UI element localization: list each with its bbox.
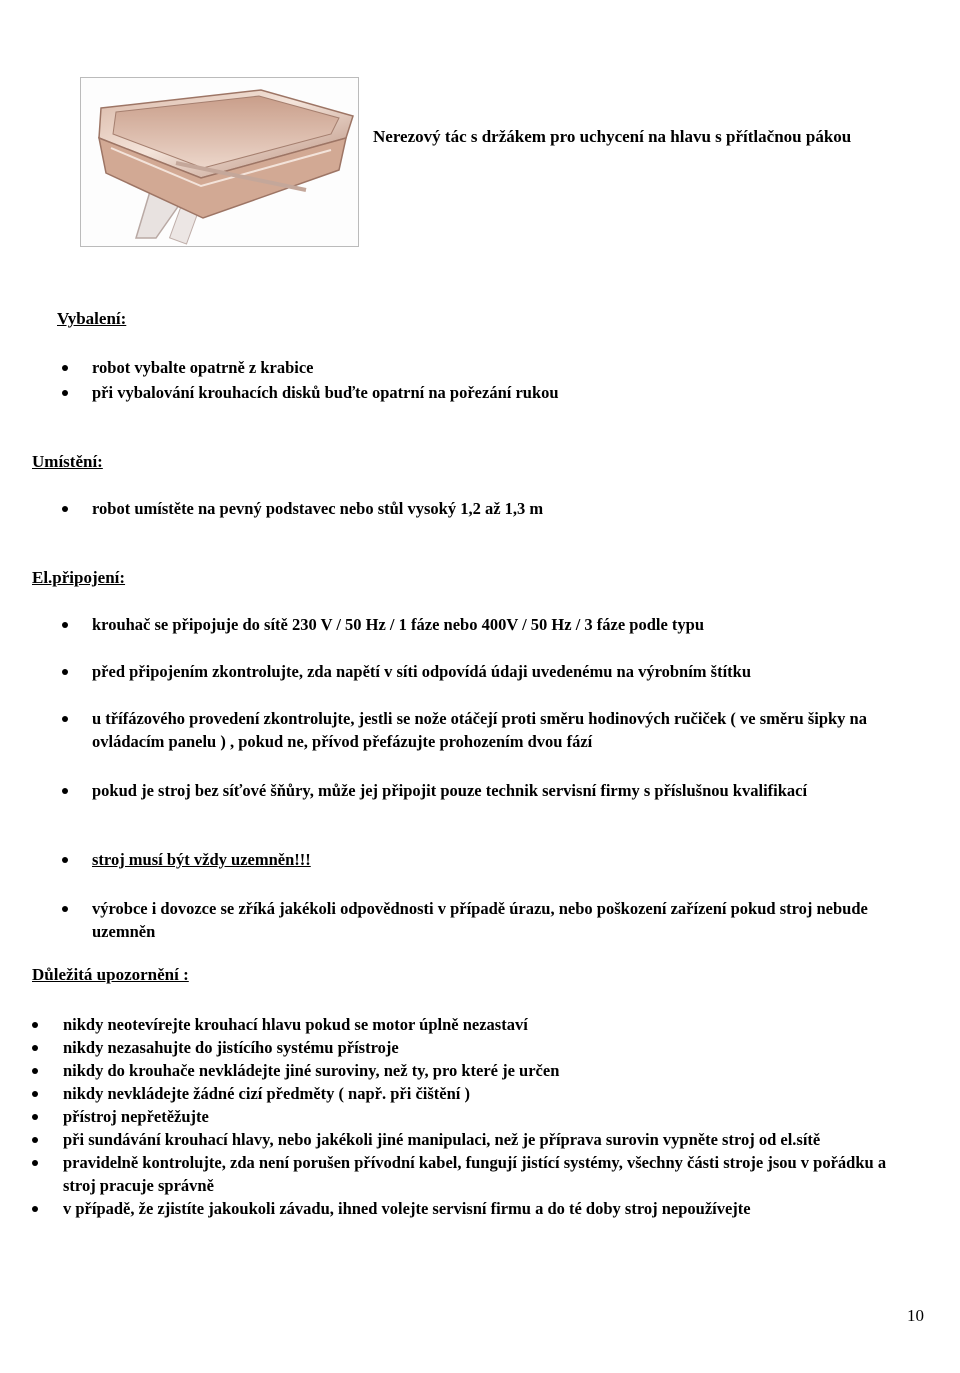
list-item-text: přístroj nepřetěžujte <box>63 1107 209 1126</box>
list-item-text: při vybalování krouhacích disků buďte opatrní na pořezání rukou <box>92 383 559 402</box>
list-item-text: nikdy nezasahujte do jistícího systému přístroje <box>63 1038 399 1057</box>
list-item <box>62 848 922 871</box>
bullet-icon <box>62 365 68 371</box>
bullet-icon <box>62 716 68 722</box>
list-item <box>32 1197 922 1220</box>
bullet-icon <box>32 1206 38 1212</box>
heading-pripojeni: El.připojení: <box>32 568 126 587</box>
list-item-text: robot umístěte na pevný podstavec nebo stůl vysoký 1,2 až 1,3 m <box>92 499 544 518</box>
bullet-icon <box>62 622 68 628</box>
list-item <box>32 1059 922 1082</box>
list-item-text: nikdy neotevírejte krouhací hlavu pokud se motor úplně nezastaví <box>63 1015 528 1034</box>
bullet-icon <box>32 1114 38 1120</box>
list-item-text: nikdy do krouhače nevkládejte jiné suroviny, než ty, pro které je určen <box>63 1061 560 1080</box>
bullet-icon <box>62 857 68 863</box>
list-item <box>62 707 922 753</box>
list-item <box>62 356 922 381</box>
list-item <box>32 1036 922 1059</box>
bullet-icon <box>32 1091 38 1097</box>
bullet-icon <box>62 506 68 512</box>
bullet-icon <box>62 390 68 396</box>
list-item <box>62 779 922 802</box>
list-item <box>32 1151 922 1197</box>
heading-umisteni: Umístění: <box>32 452 103 471</box>
bullet-icon <box>32 1068 38 1074</box>
bullet-icon <box>32 1137 38 1143</box>
list-umisteni <box>62 497 922 520</box>
bullet-icon <box>62 669 68 675</box>
list-item-text: stroj musí být vždy uzemněn!!! <box>92 850 311 869</box>
list-item-text: krouhač se připojuje do sítě 230 V / 50 Hz / 1 fáze nebo 400V / 50 Hz / 3 fáze podle typu <box>92 615 705 634</box>
list-item <box>62 381 922 406</box>
list-upozorneni <box>32 1013 922 1220</box>
list-item-text: v případě, že zjistíte jakoukoli závadu, ihned volejte servisní firmu a do té doby stroj nepoužívejte <box>63 1199 751 1218</box>
list-item <box>32 1128 922 1151</box>
heading-upozorneni: Důležitá upozornění : <box>32 965 189 984</box>
list-item-text: před připojením zkontrolujte, zda napětí v síti odpovídá údaji uvedenému na výrobním štítku <box>92 662 752 681</box>
list-item-text: pravidelně kontrolujte, zda není porušen přívodní kabel, fungují jistící systémy, všechny části stroje jsou v pořádku a stroj pracuje správně <box>63 1153 887 1195</box>
list-item <box>62 660 922 683</box>
list-item <box>62 897 922 943</box>
page-number: 10 <box>907 1306 924 1325</box>
list-item-text: nikdy nevkládejte žádné cizí předměty ( např. při čištění ) <box>63 1084 470 1103</box>
list-item-text: u třífázového provedení zkontrolujte, jestli se nože otáčejí proti směru hodinových ručiček ( ve směru šipky na ovládacím panelu ) , pokud ne, přívod přefázujte prohozením dvou fází <box>92 709 867 751</box>
tray-illustration <box>81 78 358 246</box>
list-item-text: robot vybalte opatrně z krabice <box>92 358 314 377</box>
list-item <box>62 497 922 520</box>
list-item <box>32 1013 922 1036</box>
list-item <box>62 613 922 636</box>
heading-vybaleni: Vybalení: <box>57 309 127 328</box>
bullet-icon <box>32 1022 38 1028</box>
list-vybaleni <box>62 356 922 406</box>
bullet-icon <box>32 1045 38 1051</box>
list-item-text: pokud je stroj bez síťové šňůry, může jej připojit pouze technik servisní firmy s příslušnou kvalifikací <box>92 781 808 800</box>
list-item <box>32 1082 922 1105</box>
list-item <box>32 1105 922 1128</box>
bullet-icon <box>62 788 68 794</box>
list-item-text: při sundávání krouhací hlavy, nebo jakékoli jiné manipulaci, než je příprava surovin vypněte stroj od el.sítě <box>63 1130 821 1149</box>
bullet-icon <box>32 1160 38 1166</box>
photo-caption: Nerezový tác s držákem pro uchycení na hlavu s přítlačnou pákou <box>373 127 852 146</box>
tray-photo <box>80 77 359 247</box>
list-item-text: výrobce i dovozce se zříká jakékoli odpovědnosti v případě úrazu, nebo poškození zařízení pokud stroj nebude uzemněn <box>92 899 868 941</box>
bullet-icon <box>62 906 68 912</box>
